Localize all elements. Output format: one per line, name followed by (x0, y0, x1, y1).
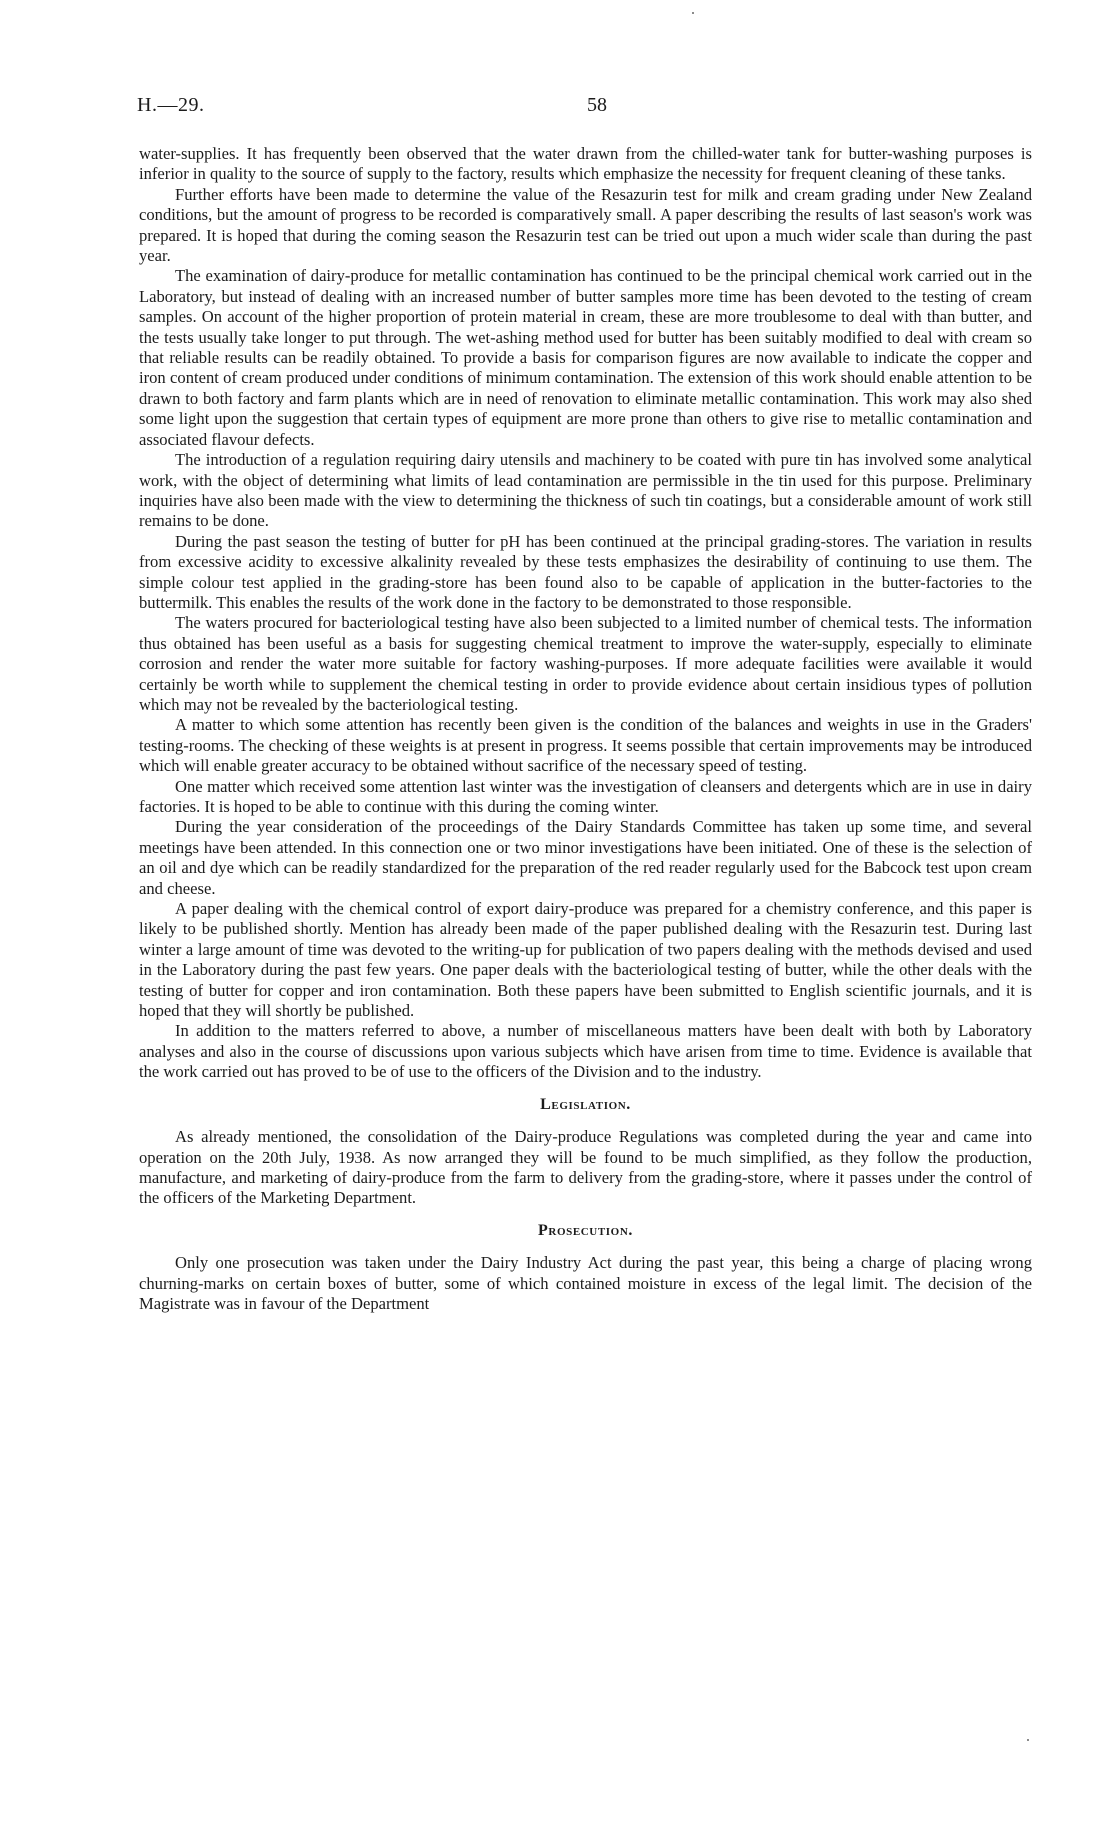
paragraph-water-chemical-tests: The waters procured for bacteriological testing have also been subjected to a limited number of chemical tests. The information thus obtained has been useful as a basis for suggesting chemical treatment to improve the water-supply, especially to eliminate corrosion and render the water more suitable for factory washing-purposes. If more adequate facilities were available it would certainly be worth while to supplement the chemical testing in order to provide evidence about certain insidious types of pollution which may not be revealed by the bacteriological testing. (139, 613, 1032, 714)
paragraph-papers-published: A paper dealing with the chemical control of export dairy-produce was prepared for a chemistry conference, and this paper is likely to be published shortly. Mention has already been made of the paper published dealing with the Resazurin test. During last winter a large amount of time was devoted to the writing-up for publication of two papers dealing with the methods devised and used in the Laboratory during the past few years. One paper deals with the bacteriological testing of butter, while the other deals with the testing of butter for copper and iron contamination. Both these papers have been submitted to English scientific journals, and it is hoped that they will shortly be published. (139, 899, 1032, 1021)
paragraph-resazurin-test: Further efforts have been made to determine the value of the Resazurin test for milk and cream grading under New Zealand conditions, but the amount of progress to be recorded is comparatively small. A paper describing the results of last season's work was prepared. It is hoped that during the coming season the Resazurin test can be tried out upon a much wider scale than during the past year. (139, 184, 1032, 266)
paragraph-prosecution: Only one prosecution was taken under the Dairy Industry Act during the past year, this being a charge of placing wrong churning-marks on certain boxes of butter, some of which contained moisture in excess of the legal limit. The decision of the Magistrate was in favour of the Department (139, 1253, 1032, 1313)
section-heading-legislation: Legislation. (540, 1095, 631, 1113)
section-heading-prosecution: Prosecution. (538, 1221, 633, 1239)
paragraph-water-supplies: water-supplies. It has frequently been observed that the water drawn from the chilled-water tank for butter-washing purposes is inferior in quality to the source of supply to the factory, results which emphasize the necessity for frequent cleaning of these tanks. (139, 144, 1032, 184)
scan-speck (692, 12, 694, 14)
paragraph-cleansers-detergents: One matter which received some attention last winter was the investigation of cleansers and detergents which are in use in dairy factories. It is hoped to be able to continue with this during the coming winter. (139, 776, 1032, 816)
paragraph-miscellaneous-matters: In addition to the matters referred to above, a number of miscellaneous matters have been dealt with both by Laboratory analyses and also in the course of discussions upon various subjects which have arisen from time to time. Evidence is available that the work carried out has proved to be of use to the officers of the Division and to the industry. (139, 1021, 1032, 1082)
paragraph-ph-testing: During the past season the testing of butter for pH has been continued at the principal grading-stores. The variation in results from excessive acidity to excessive alkalinity revealed by these tests emphasizes the desirability of continuing to use them. The simple colour test applied in the grading-store has been found also to be capable of application in the butter-factories to the buttermilk. This enables the results of the work done in the factory to be demonstrated to those responsible. (139, 531, 1032, 612)
paragraph-metallic-contamination: The examination of dairy-produce for metallic contamination has continued to be the principal chemical work carried out in the Laboratory, but instead of dealing with an increased number of butter samples more time has been devoted to the testing of cream samples. On account of the higher proportion of protein material in cream, these are more troublesome to deal with than butter, and the tests usually take longer to put through. The wet-ashing method used for butter has been suitably modified to deal with cream so that reliable results can be readily obtained. To provide a basis for comparison figures are now available to indicate the copper and iron content of cream produced under conditions of minimum contamination. The extension of this work should enable attention to be drawn to both factory and farm plants which are in need of renovation to eliminate metallic contamination. This work may also shed some light upon the suggestion that certain types of equipment are more prone than others to give rise to metallic contamination and associated flavour defects. (139, 266, 1032, 449)
scan-speck (1027, 1739, 1029, 1741)
page-header (137, 94, 1034, 124)
report-reference: H.—29. (137, 94, 205, 116)
paragraph-dairy-standards-committee: During the year consideration of the proceedings of the Dairy Standards Committee has taken up some time, and several meetings have been attended. In this connection one or two minor investigations have been initiated. One of these is the selection of an oil and dye which can be readily standardized for the preparation of the red reader regularly used for the Babcock test upon cream and cheese. (139, 817, 1032, 898)
body-text (139, 144, 1032, 1314)
paragraph-balances-weights: A matter to which some attention has recently been given is the condition of the balances and weights in use in the Graders' testing-rooms. The checking of these weights is at present in progress. It seems possible that certain improvements may be introduced which will enable greater accuracy to be obtained without sacrifice of the necessary speed of testing. (139, 715, 1032, 776)
page-number: 58 (587, 94, 607, 116)
paragraph-tin-coating: The introduction of a regulation requiring dairy utensils and machinery to be coated with pure tin has involved some analytical work, with the object of determining what limits of lead contamination are permissible in the tin used for this purpose. Preliminary inquiries have also been made with the view to determining the thickness of such tin coatings, but a considerable amount of work still remains to be done. (139, 450, 1032, 531)
paragraph-legislation: As already mentioned, the consolidation of the Dairy-produce Regulations was completed during the year and came into operation on the 20th July, 1938. As now arranged they will be found to be much simplified, as they follow the production, manufacture, and marketing of dairy-produce from the farm to delivery from the grading-store, where it passes under the control of the officers of the Marketing Department. (139, 1127, 1032, 1208)
